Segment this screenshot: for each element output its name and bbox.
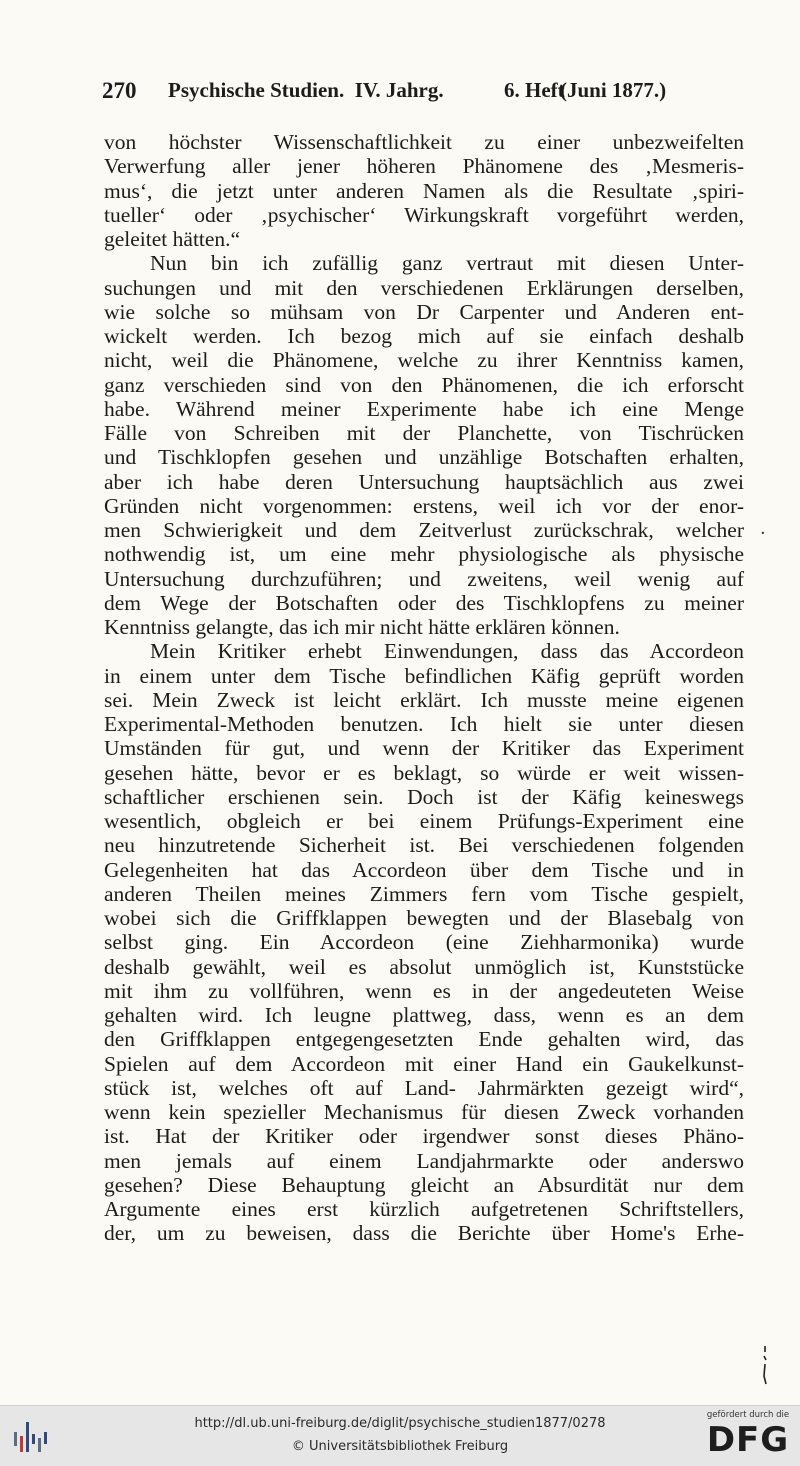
text-line: in einem unter dem Tische befindlichen Käfig geprüft worden — [104, 663, 744, 688]
text-line: wobei sich die Griffklappen bewegten und der Blasebalg von — [104, 906, 744, 930]
text-line: Nun bin ich zufällig ganz vertraut mit diesen Unter- — [150, 251, 744, 276]
text-line: nothwendig ist, um eine mehr physiologische als physische — [104, 542, 744, 567]
page-number: 270 — [102, 78, 137, 103]
text-line: tueller‘ oder ‚psychischer‘ Wirkungskraft vorgeführt werden, — [104, 202, 744, 227]
text-line: Experimental-Methoden benutzen. Ich hielt sie unter diesen — [104, 712, 744, 736]
body-text — [104, 130, 744, 1246]
copyright-notice: © Universitätsbibliothek Freiburg — [291, 1439, 509, 1454]
footer-bar — [0, 1405, 800, 1466]
dfg-logo: DFG — [706, 1420, 790, 1460]
text-line: gesehen? Diese Behauptung gleicht an Absurdität nur dem — [104, 1172, 744, 1197]
journal-year: IV. Jahrg. — [354, 78, 444, 102]
issue-number: 6. Heft — [504, 78, 565, 102]
text-line: geleitet hätten.“ — [104, 227, 241, 251]
text-line: suchungen und mit den verschiedenen Erklärungen derselben, — [104, 275, 744, 300]
journal-title — [168, 78, 444, 103]
margin-dot: · — [760, 523, 766, 544]
text-line: gehalten wird. Ich leugne plattweg, dass, wenn es an dem — [104, 1003, 744, 1027]
document-url[interactable]: http://dl.ub.uni-freiburg.de/diglit/psychische_studien1877/0278 — [194, 1416, 606, 1431]
text-line: neu hinzutretende Sicherheit ist. Bei verschiedenen folgenden — [104, 833, 744, 858]
text-line: men jemals auf einem Landjahrmarkte oder anderswo — [104, 1148, 744, 1173]
text-line: dem Wege der Botschaften oder des Tischklopfens zu meiner — [104, 590, 744, 615]
text-line: Argumente eines erst kürzlich aufgetretenen Schriftstellers, — [104, 1197, 744, 1221]
text-line: deshalb gewählt, weil es absolut unmöglich ist, Kunststücke — [104, 954, 744, 979]
text-line: sei. Mein Zweck ist leicht erklärt. Ich musste meine eigenen — [104, 687, 744, 712]
journal-name: Psychische Studien. — [168, 78, 345, 102]
text-line: selbst ging. Ein Accordeon (eine Ziehharmonika) wurde — [104, 930, 744, 955]
text-line: wie solche so mühsam von Dr Carpenter und Anderen ent- — [104, 299, 744, 324]
text-line: von höchster Wissenschaftlichkeit zu einer unbezweifelten — [104, 130, 744, 154]
text-line: den Griffklappen entgegengesetzten Ende gehalten wird, das — [104, 1027, 744, 1052]
dfg-tagline: gefördert durch die — [706, 1410, 790, 1420]
text-line: anderen Theilen meines Zimmers fern vom Tische gespielt, — [104, 881, 744, 906]
text-line: Mein Kritiker erhebt Einwendungen, dass das Accordeon — [150, 639, 744, 664]
text-line: Gelegenheiten hat das Accordeon über dem Tische und in — [104, 857, 744, 882]
text-line: Spielen auf dem Accordeon mit einer Hand ein Gaukelkunst- — [104, 1051, 744, 1076]
text-line: Kenntniss gelangte, das ich mir nicht hätte erklären können. — [104, 615, 620, 639]
text-line: men Schwierigkeit und dem Zeitverlust zurückschrak, welcher — [104, 518, 744, 542]
text-line: wenn kein spezieller Mechanismus für diesen Zweck vorhanden — [104, 1100, 744, 1124]
text-line: ist. Hat der Kritiker oder irgendwer sonst dieses Phäno- — [104, 1124, 744, 1149]
issue-date: (Juni 1877.) — [560, 78, 667, 102]
text-line: schaftlicher erschienen sein. Doch ist der Käfig keineswegs — [104, 784, 744, 809]
text-line: ganz verschieden sind von den Phänomenen, die ich erforscht — [104, 372, 744, 397]
text-line: mus‘, die jetzt unter anderen Namen als die Resultate ‚spiri- — [104, 178, 744, 203]
text-line: Verwerfung aller jener höheren Phänomene des ‚Mesmeris- — [104, 154, 744, 179]
text-line: gesehen hätte, bevor er es beklagt, so würde er weit wissen- — [104, 760, 744, 785]
text-line: Umständen für gut, und wenn der Kritiker das Experiment — [104, 736, 744, 761]
text-line: Untersuchung durchzuführen; und zweitens, weil wenig auf — [104, 566, 744, 591]
text-line: mit ihm zu vollführen, wenn es in der angedeuteten Weise — [104, 978, 744, 1003]
text-line: habe. Während meiner Experimente habe ich eine Menge — [104, 396, 744, 421]
text-line: stück ist, welches oft auf Land- Jahrmärkten gezeigt wird“, — [104, 1075, 744, 1100]
text-line: wesentlich, obgleich er bei einem Prüfungs-Experiment eine — [104, 809, 744, 833]
text-line: Fälle von Schreiben mit der Planchette, von Tischrücken — [104, 421, 744, 445]
text-line: wickelt werden. Ich bezog mich auf sie einfach deshalb — [104, 324, 744, 348]
text-line: der, um zu beweisen, dass die Berichte über Home's Erhe- — [104, 1221, 744, 1246]
text-line: Gründen nicht vorgenommen: erstens, weil ich vor der enor- — [104, 493, 744, 518]
text-line: aber ich habe deren Untersuchung hauptsächlich aus zwei — [104, 469, 744, 494]
text-line: nicht, weil die Phänomene, welche zu ihrer Kenntniss kamen, — [104, 348, 744, 373]
margin-mark — [762, 1346, 768, 1386]
text-line: und Tischklopfen gesehen und unzählige Botschaften erhalten, — [104, 445, 744, 470]
